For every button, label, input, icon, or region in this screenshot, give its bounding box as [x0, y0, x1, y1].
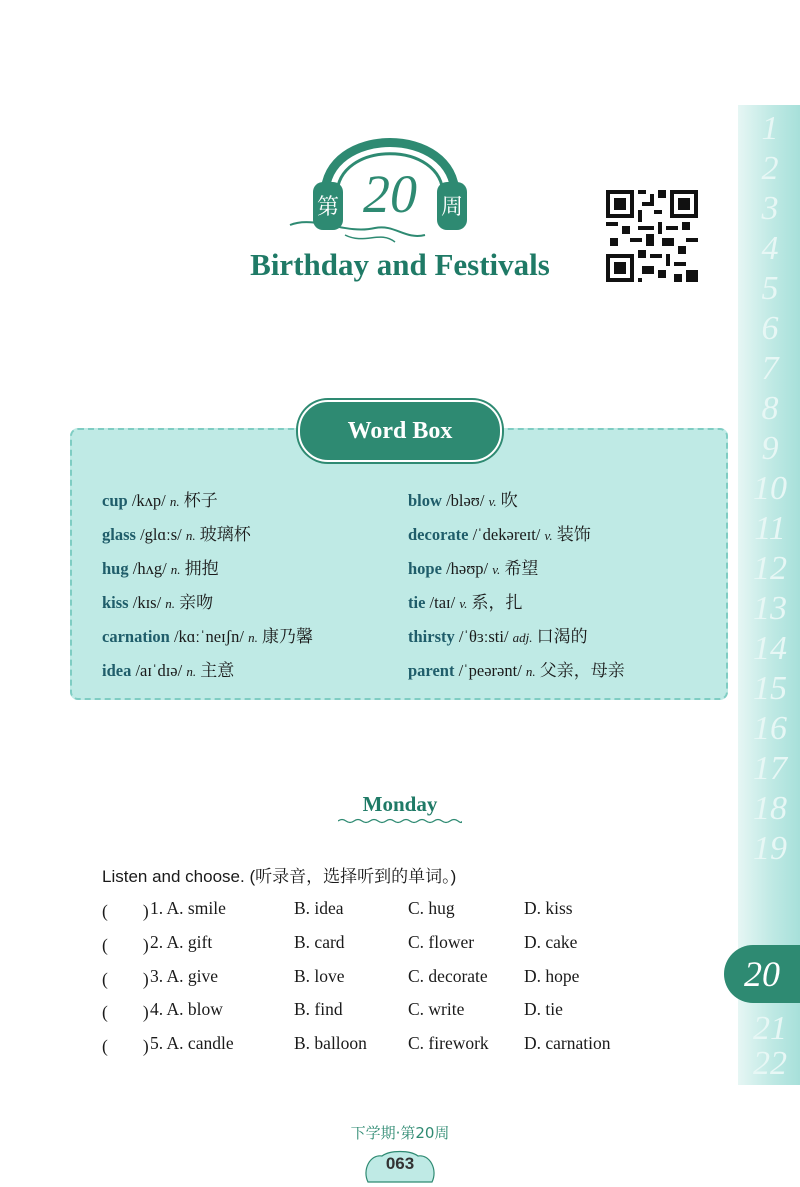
option-b: B. balloon	[294, 1033, 367, 1053]
vocab-meaning: 玻璃杯	[199, 525, 251, 545]
week-tab-current[interactable]: 20	[724, 945, 800, 1003]
option-a: 3. A. give	[150, 966, 219, 986]
option-a: 5. A. candle	[150, 1033, 234, 1053]
vocab-meaning: 父亲，母亲	[539, 661, 625, 681]
vocab-pos: n.	[186, 664, 197, 679]
option-a: 4. A. blow	[150, 999, 223, 1019]
vocab-phonetic: /kʌp/	[131, 491, 166, 510]
vocab-phonetic: /taɪ/	[429, 593, 456, 612]
option-a: 2. A. gift	[150, 932, 213, 952]
week-tab[interactable]: 11	[754, 510, 786, 547]
question-row	[102, 1033, 662, 1059]
vocab-phonetic: /ˈθɜːsti/	[458, 627, 509, 646]
vocab-entry	[408, 554, 538, 579]
vocab-word: cup	[102, 491, 128, 510]
vocab-word: thirsty	[408, 627, 455, 646]
week-suffix: 周	[440, 195, 464, 220]
question-row	[102, 898, 662, 924]
vocab-entry	[408, 622, 588, 647]
vocab-meaning: 亲吻	[179, 593, 214, 613]
week-tab[interactable]: 8	[761, 390, 779, 427]
vocab-phonetic: /kɑːˈneɪʃn/	[173, 627, 244, 646]
vocab-meaning: 杯子	[183, 491, 218, 511]
page-title: Birthday and Festivals	[250, 247, 550, 282]
question-row	[102, 966, 662, 992]
vocab-pos: v.	[492, 562, 501, 577]
week-tab[interactable]: 9	[761, 430, 779, 467]
week-tab[interactable]: 22	[753, 1045, 787, 1082]
option-c: C. hug	[408, 898, 455, 918]
vocab-entry	[408, 520, 591, 545]
option-d: D. kiss	[524, 898, 573, 918]
week-tab[interactable]: 21	[753, 1010, 787, 1047]
answer-blank[interactable]: ( )	[102, 969, 149, 989]
option-d: D. tie	[524, 999, 563, 1019]
vocab-word: carnation	[102, 627, 170, 646]
week-tab[interactable]: 6	[761, 310, 779, 347]
vocab-entry	[408, 588, 523, 613]
vocab-word: parent	[408, 661, 455, 680]
vocab-pos: n.	[248, 630, 258, 645]
week-tab[interactable]: 12	[753, 550, 787, 587]
option-b: B. find	[294, 999, 343, 1019]
page-number: 063	[385, 1154, 415, 1173]
vocab-meaning: 希望	[504, 559, 539, 579]
question-row	[102, 932, 662, 958]
week-tab[interactable]: 7	[761, 350, 779, 387]
option-d: D. cake	[524, 932, 578, 952]
wavy-underline	[338, 818, 462, 824]
vocab-entry	[102, 486, 218, 511]
week-prefix: 第	[316, 195, 340, 220]
vocab-pos: n.	[169, 494, 180, 509]
vocab-phonetic: /aɪˈdɪə/	[135, 661, 183, 680]
question-row	[102, 999, 662, 1025]
answer-blank[interactable]: ( )	[102, 901, 149, 921]
word-box-label: Word Box	[298, 400, 502, 462]
vocab-word: glass	[102, 525, 136, 544]
vocab-pos: n.	[165, 596, 176, 611]
week-tab[interactable]: 3	[761, 190, 779, 227]
week-tab-strip	[738, 105, 800, 1085]
week-tab[interactable]: 17	[753, 750, 787, 787]
week-tab[interactable]: 16	[753, 710, 787, 747]
answer-blank[interactable]: ( )	[102, 1002, 149, 1022]
vocab-pos: n.	[525, 664, 536, 679]
vocab-phonetic: /hʌg/	[132, 559, 167, 578]
option-b: B. card	[294, 932, 345, 952]
answer-blank[interactable]: ( )	[102, 1036, 149, 1056]
vocab-entry	[408, 486, 518, 511]
vocab-pos: v.	[488, 494, 497, 509]
vocab-meaning: 康乃馨	[262, 627, 313, 647]
option-a: 1. A. smile	[150, 898, 226, 918]
vocab-meaning: 口渴的	[536, 627, 588, 647]
vocab-word: idea	[102, 661, 132, 680]
vocab-word: tie	[408, 593, 426, 612]
option-c: C. write	[408, 999, 465, 1019]
week-tab[interactable]: 14	[753, 630, 787, 667]
vocab-entry	[102, 656, 234, 681]
option-c: C. flower	[408, 932, 475, 952]
week-tab[interactable]: 13	[753, 590, 787, 627]
vocab-entry	[102, 588, 213, 613]
vocab-word: decorate	[408, 525, 469, 544]
vocab-phonetic: /həʊp/	[446, 559, 489, 578]
option-b: B. idea	[294, 898, 344, 918]
vocab-pos: v.	[544, 528, 553, 543]
vocab-entry	[102, 554, 219, 579]
vocab-pos: n.	[185, 528, 196, 543]
footer-term-label: 下学期·第20周	[350, 1124, 450, 1142]
week-tab[interactable]: 5	[761, 270, 779, 307]
week-number: 20	[363, 164, 417, 224]
vocab-word: hug	[102, 559, 129, 578]
vocab-meaning: 吹	[500, 491, 518, 511]
vocab-meaning: 拥抱	[184, 559, 219, 579]
week-tab[interactable]: 10	[753, 470, 787, 507]
vocab-pos: adj.	[512, 630, 533, 645]
vocab-meaning: 系，扎	[471, 593, 523, 613]
vocab-entry	[408, 656, 625, 681]
vocab-phonetic: /glɑːs/	[140, 525, 182, 544]
option-c: C. firework	[408, 1033, 489, 1053]
option-b: B. love	[294, 966, 345, 986]
week-tab[interactable]: 19	[753, 830, 787, 867]
vocab-word: kiss	[102, 593, 129, 612]
vocab-entry	[102, 622, 313, 647]
week-tab[interactable]: 2	[761, 150, 779, 187]
week-tab[interactable]: 1	[761, 110, 779, 147]
vocab-pos: v.	[459, 596, 468, 611]
section-day-heading: Monday	[362, 792, 438, 816]
vocab-meaning: 主意	[200, 661, 235, 681]
vocab-word: blow	[408, 491, 442, 510]
week-tab[interactable]: 4	[761, 230, 779, 267]
exercise-instruction: Listen and choose. (听录音，选择听到的单词。)	[102, 867, 457, 886]
vocab-word: hope	[408, 559, 442, 578]
answer-blank[interactable]: ( )	[102, 935, 149, 955]
option-c: C. decorate	[408, 966, 488, 986]
vocab-pos: n.	[170, 562, 181, 577]
qr-code-icon[interactable]	[606, 190, 698, 282]
week-tab[interactable]: 15	[753, 670, 787, 707]
vocab-phonetic: /ˈpeərənt/	[458, 661, 522, 680]
vocab-phonetic: /ˈdekəreɪt/	[472, 525, 541, 544]
option-d: D. carnation	[524, 1033, 611, 1053]
vocab-phonetic: /bləʊ/	[446, 491, 485, 510]
option-d: D. hope	[524, 966, 580, 986]
week-tab[interactable]: 18	[753, 790, 787, 827]
headphone-week-badge	[285, 100, 495, 260]
vocab-phonetic: /kɪs/	[132, 593, 162, 612]
vocab-meaning: 装饰	[556, 525, 591, 545]
vocab-entry	[102, 520, 251, 545]
